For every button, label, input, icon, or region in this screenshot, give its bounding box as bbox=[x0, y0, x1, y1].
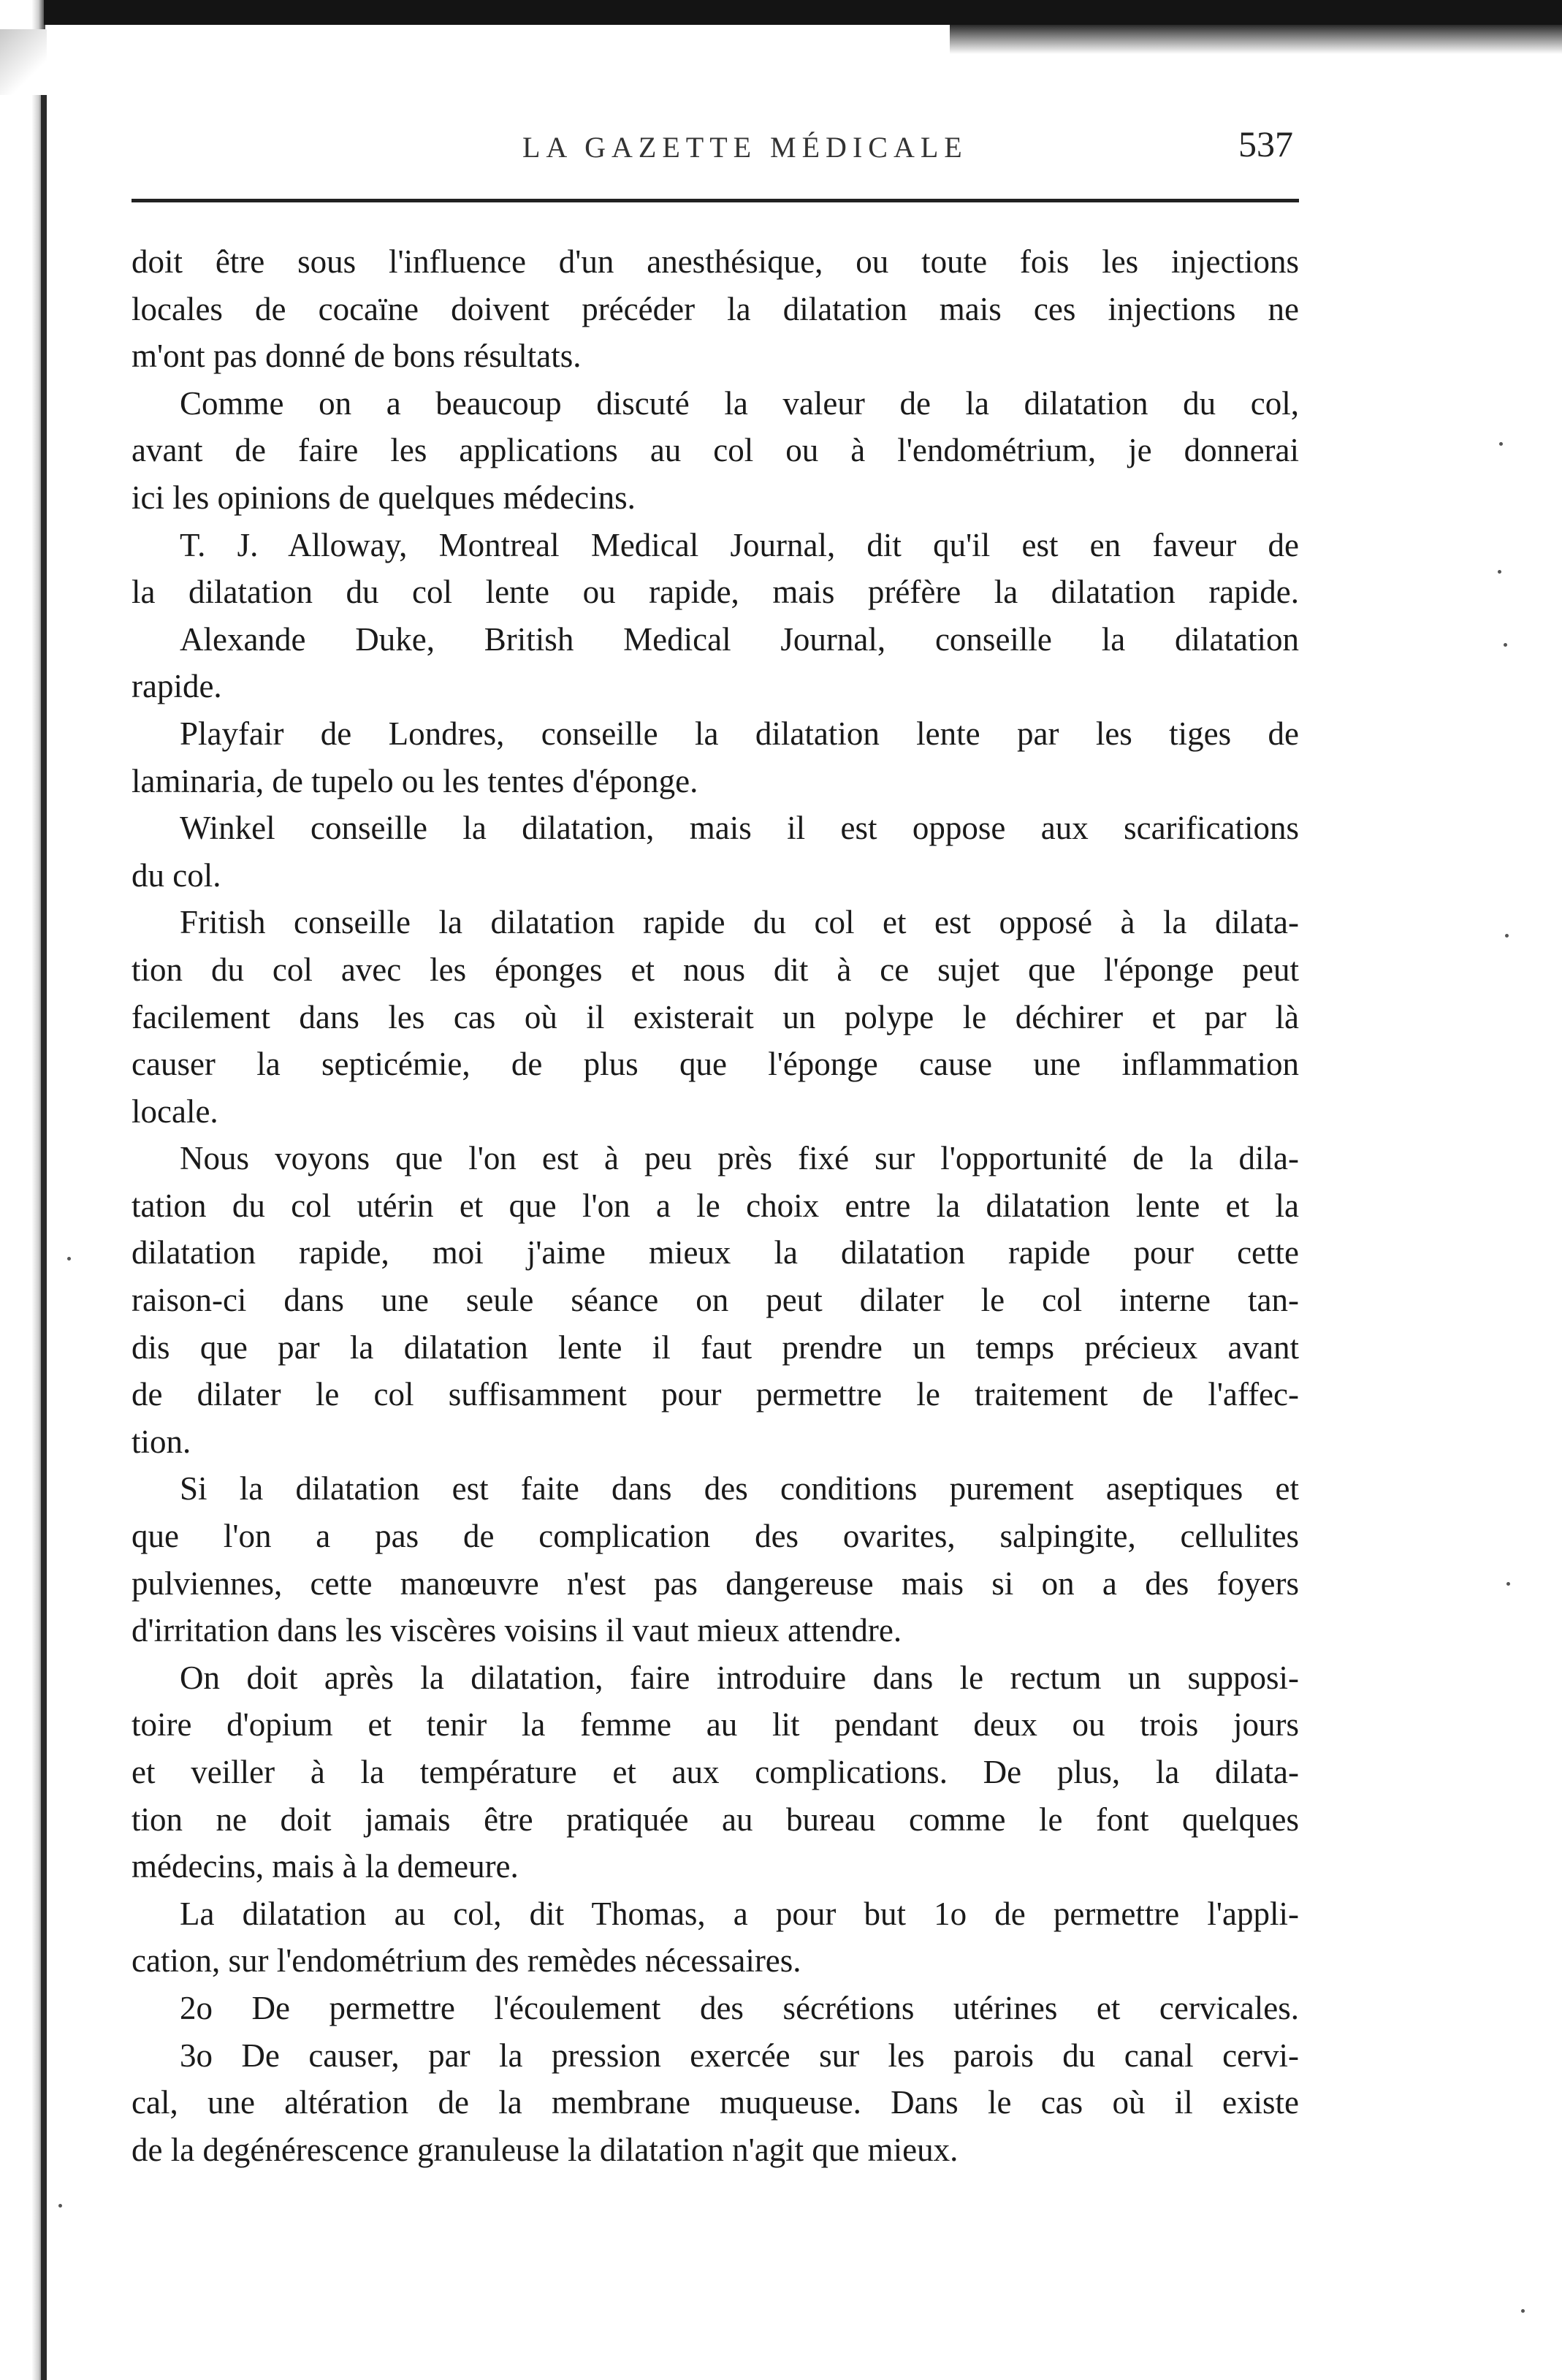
text-line: la dilatation du col lente ou rapide, mais préfère la dilatation rapide. bbox=[132, 574, 1299, 611]
text-line: facilement dans les cas où il existerait un polype le déchirer et par là bbox=[132, 998, 1299, 1035]
text-line: avant de faire les applications au col ou à l'endométrium, je donnerai bbox=[132, 432, 1299, 469]
text-line: du col. bbox=[132, 856, 221, 894]
scan-edge-top bbox=[44, 0, 1562, 25]
text-line: locales de cocaïne doivent précéder la dilatation mais ces injections ne bbox=[132, 290, 1299, 327]
scan-speck bbox=[1504, 643, 1507, 647]
text-line: cation, sur l'endométrium des remèdes nécessaires. bbox=[132, 1942, 801, 1980]
text-line: tion. bbox=[132, 1423, 191, 1460]
text-line: toire d'opium et tenir la femme au lit pendant deux ou trois jours bbox=[132, 1706, 1299, 1744]
text-line: Nous voyons que l'on est à peu près fixé sur l'opportunité de la dila- bbox=[180, 1140, 1299, 1177]
scan-speck bbox=[58, 2204, 62, 2208]
text-line: Winkel conseille la dilatation, mais il est oppose aux scarifications bbox=[180, 810, 1299, 847]
text-line: tion du col avec les éponges et nous dit à ce sujet que l'éponge peut bbox=[132, 951, 1299, 988]
text-line: pulviennes, cette manœuvre n'est pas dangereuse mais si on a des foyers bbox=[132, 1565, 1299, 1602]
text-line: Fritish conseille la dilatation rapide du col et est opposé à la dilata- bbox=[180, 904, 1299, 941]
text-line: médecins, mais à la demeure. bbox=[132, 1848, 519, 1885]
scan-edge-left-shadow bbox=[41, 29, 47, 2380]
running-title: LA GAZETTE MÉDICALE bbox=[522, 131, 968, 164]
text-line: On doit après la dilatation, faire introduire dans le rectum un supposi- bbox=[180, 1659, 1299, 1696]
text-line: cal, une altération de la membrane muqueuse. Dans le cas où il existe bbox=[132, 2084, 1299, 2121]
text-line: raison-ci dans une seule séance on peut dilater le col interne tan- bbox=[132, 1282, 1299, 1319]
text-line: dilatation rapide, moi j'aime mieux la dilatation rapide pour cette bbox=[132, 1234, 1299, 1271]
text-line: que l'on a pas de complication des ovarites, salpingite, cellulites bbox=[132, 1518, 1299, 1555]
text-line: 2o De permettre l'écoulement des sécrétions utérines et cervicales. bbox=[180, 1989, 1299, 2026]
text-line: ici les opinions de quelques médecins. bbox=[132, 479, 636, 516]
text-line: Comme on a beaucoup discuté la valeur de la dilatation du col, bbox=[180, 384, 1299, 422]
scan-speck bbox=[1521, 2309, 1525, 2313]
scan-speck bbox=[1505, 934, 1509, 938]
text-line: La dilatation au col, dit Thomas, a pour but 1o de permettre l'appli- bbox=[180, 1895, 1299, 1932]
scan-edge-left bbox=[0, 0, 45, 2380]
scan-speck bbox=[67, 1257, 71, 1261]
text-line: tation du col utérin et que l'on a le choix entre la dilatation lente et la bbox=[132, 1187, 1299, 1224]
text-line: doit être sous l'influence d'un anesthésique, ou toute fois les injections bbox=[132, 243, 1299, 280]
text-line: 3o De causer, par la pression exercée sur les parois du canal cervi- bbox=[180, 2037, 1299, 2074]
text-line: dis que par la dilatation lente il faut prendre un temps précieux avant bbox=[132, 1328, 1299, 1366]
page-number: 537 bbox=[1238, 123, 1293, 164]
header-rule bbox=[132, 199, 1299, 202]
body-text bbox=[132, 238, 1299, 2173]
text-line: tion ne doit jamais être pratiquée au bureau comme le font quelques bbox=[132, 1801, 1299, 1838]
scan-speck bbox=[1506, 1582, 1510, 1586]
text-line: m'ont pas donné de bons résultats. bbox=[132, 338, 582, 375]
text-line: Playfair de Londres, conseille la dilatation lente par les tiges de bbox=[180, 715, 1299, 752]
text-line: locale. bbox=[132, 1092, 218, 1130]
text-line: et veiller à la température et aux complications. De plus, la dilata- bbox=[132, 1754, 1299, 1790]
scan-speck bbox=[1498, 570, 1501, 574]
running-header bbox=[132, 123, 1300, 181]
scan-speck bbox=[1499, 442, 1503, 446]
text-line: de dilater le col suffisamment pour permettre le traitement de l'affec- bbox=[132, 1376, 1299, 1413]
text-line: causer la septicémie, de plus que l'éponge cause une inflammation bbox=[132, 1046, 1299, 1083]
text-line: T. J. Alloway, Montreal Medical Journal, dit qu'il est en faveur de bbox=[180, 526, 1299, 563]
text-line: d'irritation dans les viscères voisins il vaut mieux attendre. bbox=[132, 1612, 902, 1649]
text-line: Alexande Duke, British Medical Journal, conseille la dilatation bbox=[180, 620, 1299, 658]
text-line: de la degénérescence granuleuse la dilatation n'agit que mieux. bbox=[132, 2131, 959, 2168]
text-line: Si la dilatation est faite dans des conditions purement aseptiques et bbox=[180, 1470, 1299, 1508]
text-line: laminaria, de tupelo ou les tentes d'éponge. bbox=[132, 762, 698, 799]
text-line: rapide. bbox=[132, 668, 222, 705]
scan-corner bbox=[0, 29, 47, 95]
scan-edge-top-fade bbox=[950, 25, 1562, 54]
